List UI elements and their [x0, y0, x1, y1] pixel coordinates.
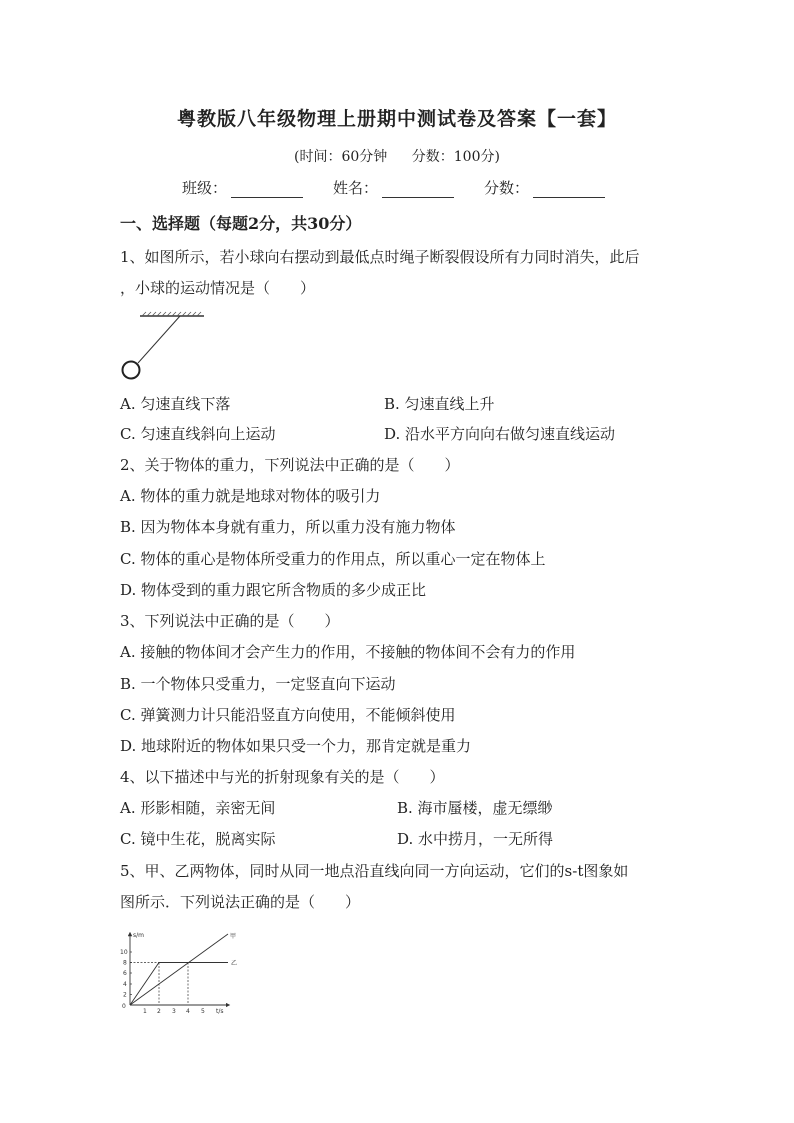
y-tick-2: 2	[123, 991, 127, 999]
q2-option-b[interactable]: B. 因为物体本身就有重力，所以重力没有施力物体	[120, 518, 456, 536]
q1-option-d[interactable]: D. 沿水平方向向右做匀速直线运动	[384, 425, 616, 443]
pendulum-figure	[118, 310, 210, 382]
y-tick-10: 10	[120, 949, 128, 956]
q3-option-c[interactable]: C. 弹簧测力计只能沿竖直方向使用，不能倾斜使用	[120, 706, 456, 724]
line-yi	[130, 963, 228, 1006]
line-jia-label: 甲	[230, 933, 237, 940]
class-field[interactable]	[182, 177, 303, 198]
score-field[interactable]	[484, 177, 605, 198]
q2-stem: 2、关于物体的重力，下列说法中正确的是（ ）	[120, 456, 460, 474]
q1-option-a[interactable]: A. 匀速直线下落	[120, 395, 231, 413]
name-field[interactable]	[333, 177, 454, 198]
x-tick-2: 2	[157, 1008, 161, 1015]
q4-stem: 4、以下描述中与光的折射现象有关的是（ ）	[120, 768, 445, 786]
section-heading: 一、选择题（每题2分，共30分）	[120, 214, 362, 233]
y-tick-8: 8	[123, 959, 127, 967]
q3-option-b[interactable]: B. 一个物体只受重力，一定竖直向下运动	[120, 675, 396, 693]
q1-stem-line2: ，小球的运动情况是（ ）	[120, 279, 316, 297]
q1-stem-line1: 1、如图所示，若小球向右摆动到最低点时绳子断裂假设所有力同时消失，此后	[120, 248, 640, 266]
q5-stem-line1: 5、甲、乙两物体，同时从同一地点沿直线向同一方向运动，它们的s-t图象如	[120, 862, 629, 880]
q3-option-d[interactable]: D. 地球附近的物体如果只受一个力，那肯定就是重力	[120, 737, 472, 755]
q4-option-c[interactable]: C. 镜中生花，脱离实际	[120, 830, 276, 848]
q4-option-b[interactable]: B. 海市蜃楼，虚无缥缈	[397, 799, 553, 817]
y-axis-label: s/m	[133, 932, 144, 939]
exam-total-score: 分数：100分)	[411, 149, 500, 165]
y-tick-6: 6	[123, 970, 127, 977]
q4-option-d[interactable]: D. 水中捞月，一无所得	[397, 830, 554, 848]
document-title: 粤教版八年级物理上册期中测试卷及答案【一套】	[176, 108, 617, 130]
y-tick-4: 4	[123, 981, 127, 988]
x-tick-4: 4	[186, 1008, 190, 1015]
name-blank[interactable]	[382, 183, 454, 198]
class-blank[interactable]	[231, 183, 303, 198]
q1-option-b[interactable]: B. 匀速直线上升	[384, 395, 495, 413]
score-label: 分数：	[484, 179, 530, 197]
st-graph	[116, 928, 246, 1020]
x-tick-3: 3	[172, 1008, 176, 1015]
line-jia	[130, 934, 228, 1005]
student-info-line	[182, 177, 635, 198]
x-axis-label: t/s	[216, 1008, 224, 1015]
score-blank[interactable]	[533, 183, 605, 198]
q2-option-a[interactable]: A. 物体的重力就是地球对物体的吸引力	[120, 487, 381, 505]
q2-option-d[interactable]: D. 物体受到的重力跟它所含物质的多少成正比	[120, 581, 427, 599]
exam-subtitle	[0, 146, 794, 166]
q5-stem-line2: 图所示．下列说法正确的是（ ）	[120, 893, 361, 911]
x-tick-1: 1	[143, 1008, 147, 1015]
x-tick-5: 5	[201, 1008, 205, 1015]
q1-option-c[interactable]: C. 匀速直线斜向上运动	[120, 425, 276, 443]
class-label: 班级：	[182, 179, 228, 197]
exam-time: (时间：60分钟	[294, 149, 388, 165]
q3-stem: 3、下列说法中正确的是（ ）	[120, 612, 340, 630]
line-yi-label: 乙	[231, 960, 238, 967]
q2-option-c[interactable]: C. 物体的重心是物体所受重力的作用点，所以重心一定在物体上	[120, 550, 546, 568]
origin-label: 0	[122, 1003, 126, 1010]
q3-option-a[interactable]: A. 接触的物体间才会产生力的作用，不接触的物体间不会有力的作用	[120, 643, 576, 661]
name-label: 姓名：	[333, 179, 379, 197]
q4-option-a[interactable]: A. 形影相随，亲密无间	[120, 799, 276, 817]
